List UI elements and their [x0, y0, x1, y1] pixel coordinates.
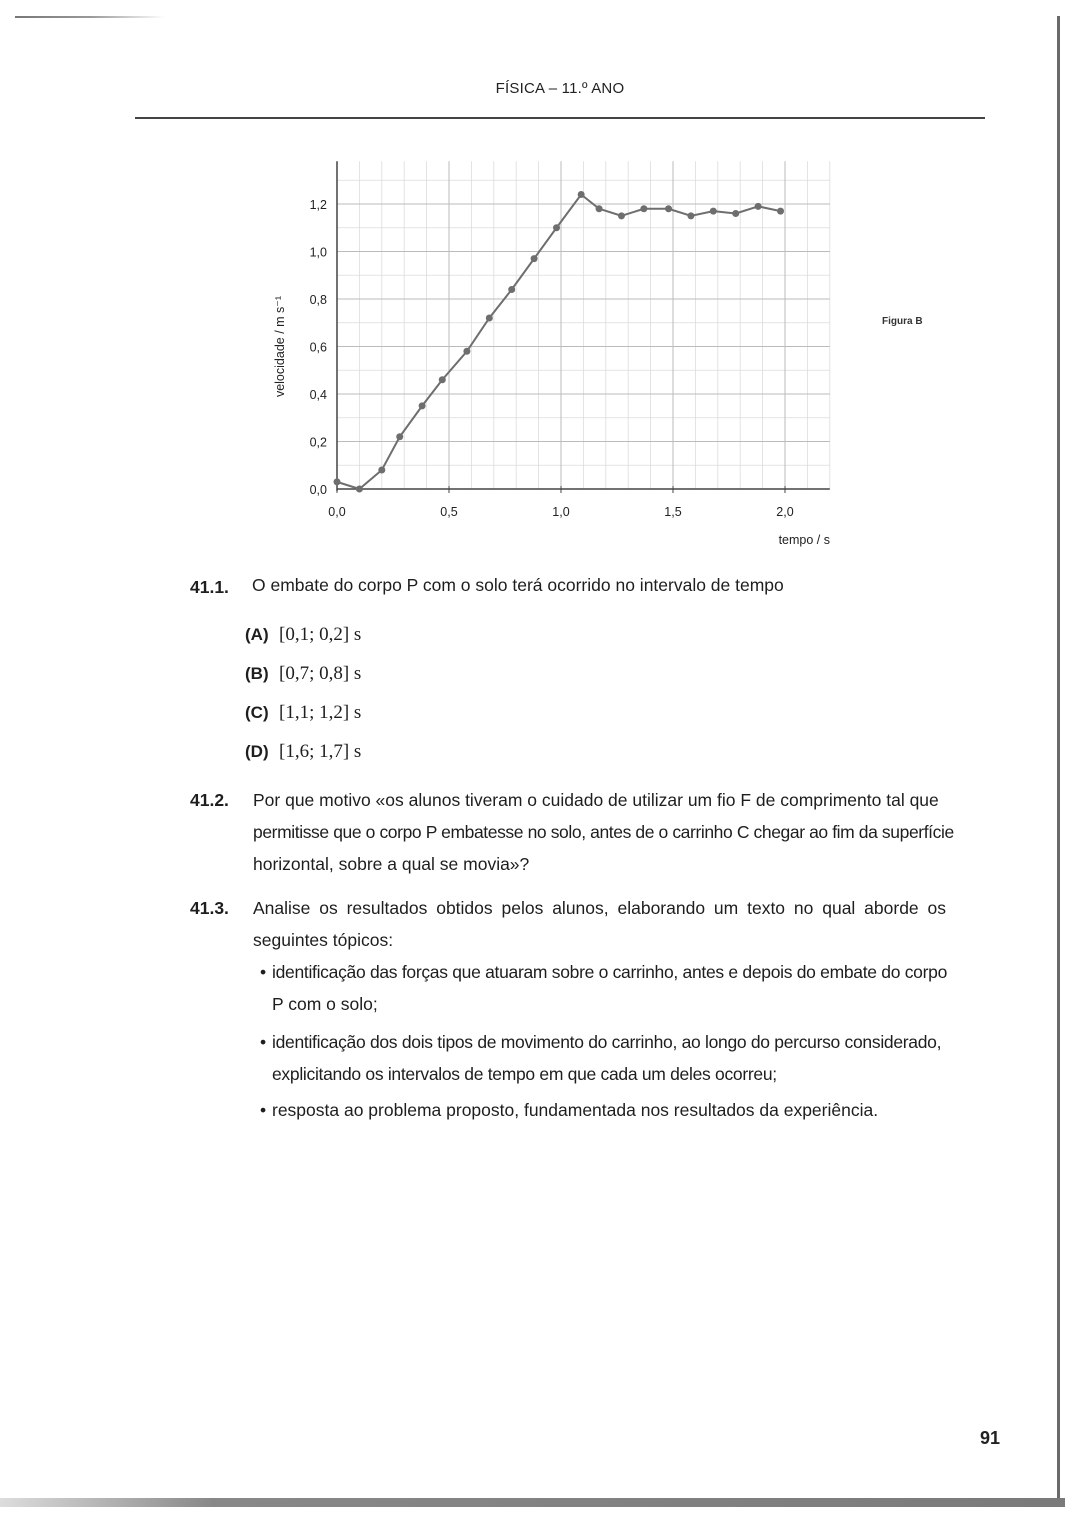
option-value: [1,6; 1,7] s: [279, 741, 362, 762]
x-tick-label: 0,5: [440, 505, 458, 519]
data-point-marker: [378, 467, 385, 474]
data-point-marker: [640, 205, 647, 212]
option-letter: (C): [245, 703, 269, 722]
data-point-marker: [531, 255, 538, 262]
option-c: [245, 702, 361, 724]
option-letter: (A): [245, 625, 269, 644]
bullet-icon: •: [260, 1032, 267, 1052]
question-number: 41.1.: [190, 577, 229, 597]
bullet-line: resposta ao problema proposto, fundamentada nos resultados da experiência.: [272, 1100, 879, 1120]
y-tick-label: 0,8: [309, 293, 327, 307]
scan-edge-top: [15, 16, 165, 18]
question-text: O embate do corpo P com o solo terá ocorrido no intervalo de tempo: [252, 575, 784, 595]
option-letter: (B): [245, 664, 269, 683]
question-line: permitisse que o corpo P embatesse no solo, antes de o carrinho C chegar ao fim da superfície: [253, 822, 954, 842]
bullet-icon: •: [260, 962, 267, 982]
bullet-line: identificação das forças que atuaram sobre o carrinho, antes e depois do embate do corpo: [272, 962, 948, 982]
question-line: Analise os resultados obtidos pelos alunos, elaborando um texto no qual aborde os: [253, 898, 947, 918]
x-tick-label: 0,0: [328, 505, 346, 519]
x-tick-label: 1,5: [664, 505, 682, 519]
question-number: 41.3.: [190, 898, 229, 918]
question-line: Por que motivo «os alunos tiveram o cuidado de utilizar um fio F de comprimento tal que: [253, 790, 939, 810]
data-point-marker: [439, 376, 446, 383]
data-point-marker: [419, 402, 426, 409]
data-point-marker: [687, 212, 694, 219]
data-point-marker: [396, 433, 403, 440]
velocity-time-chart: [260, 150, 860, 560]
data-point-marker: [777, 208, 784, 215]
header-rule: [135, 117, 985, 119]
bullet-icon: •: [260, 1100, 267, 1120]
x-axis-label: tempo / s: [778, 533, 830, 547]
chart-svg: [260, 150, 860, 560]
data-point-marker: [486, 315, 493, 322]
page-number: 91: [980, 1428, 1001, 1448]
data-point-marker: [553, 224, 560, 231]
y-tick-label: 1,0: [309, 245, 327, 260]
data-point-marker: [665, 205, 672, 212]
option-value: [1,1; 1,2] s: [279, 702, 362, 723]
data-point-marker: [732, 210, 739, 217]
data-point-marker: [356, 486, 363, 493]
y-tick-label: 0,0: [309, 483, 327, 497]
data-point-marker: [334, 478, 341, 485]
question-line: seguintes tópicos:: [253, 930, 394, 950]
data-point-marker: [508, 286, 515, 293]
option-a: [245, 624, 361, 646]
bullet-line: explicitando os intervalos de tempo em que cada um deles ocorreu;: [272, 1064, 777, 1084]
x-tick-label: 1,0: [552, 505, 570, 519]
page-header-title: FÍSICA – 11.º ANO: [495, 80, 625, 97]
option-d: [245, 741, 361, 763]
option-value: [0,7; 0,8] s: [279, 663, 362, 684]
option-b: [245, 663, 361, 685]
bullet-line: P com o solo;: [272, 994, 378, 1014]
question-number: 41.2.: [190, 790, 229, 810]
question-text: [253, 892, 946, 956]
data-point-marker: [710, 208, 717, 215]
scan-edge-bottom: [0, 1498, 1065, 1507]
y-tick-label: 0,4: [309, 388, 327, 402]
data-point-marker: [578, 191, 585, 198]
bullet-item-forces: [260, 956, 948, 1020]
data-point-marker: [755, 203, 762, 210]
option-letter: (D): [245, 742, 269, 761]
question-line: horizontal, sobre a qual se movia»?: [253, 854, 530, 874]
bullet-item-answer: [260, 1094, 879, 1126]
bullet-item-movement: [260, 1026, 942, 1090]
y-tick-label: 0,2: [309, 435, 327, 450]
figure-label: Figura B: [882, 316, 923, 327]
y-tick-label: 0,6: [309, 340, 327, 355]
velocity-line: [337, 195, 781, 490]
question-text: [253, 784, 954, 880]
y-tick-label: 1,2: [309, 198, 327, 212]
scan-edge-right: [1057, 16, 1060, 1506]
x-tick-label: 2,0: [776, 505, 794, 519]
data-point-marker: [596, 205, 603, 212]
option-value: [0,1; 0,2] s: [279, 624, 362, 645]
bullet-line: identificação dos dois tipos de movimento do carrinho, ao longo do percurso considerado,: [272, 1032, 942, 1052]
data-point-marker: [618, 212, 625, 219]
data-point-marker: [463, 348, 470, 355]
y-axis-label: velocidade / m s⁻¹: [273, 295, 287, 398]
